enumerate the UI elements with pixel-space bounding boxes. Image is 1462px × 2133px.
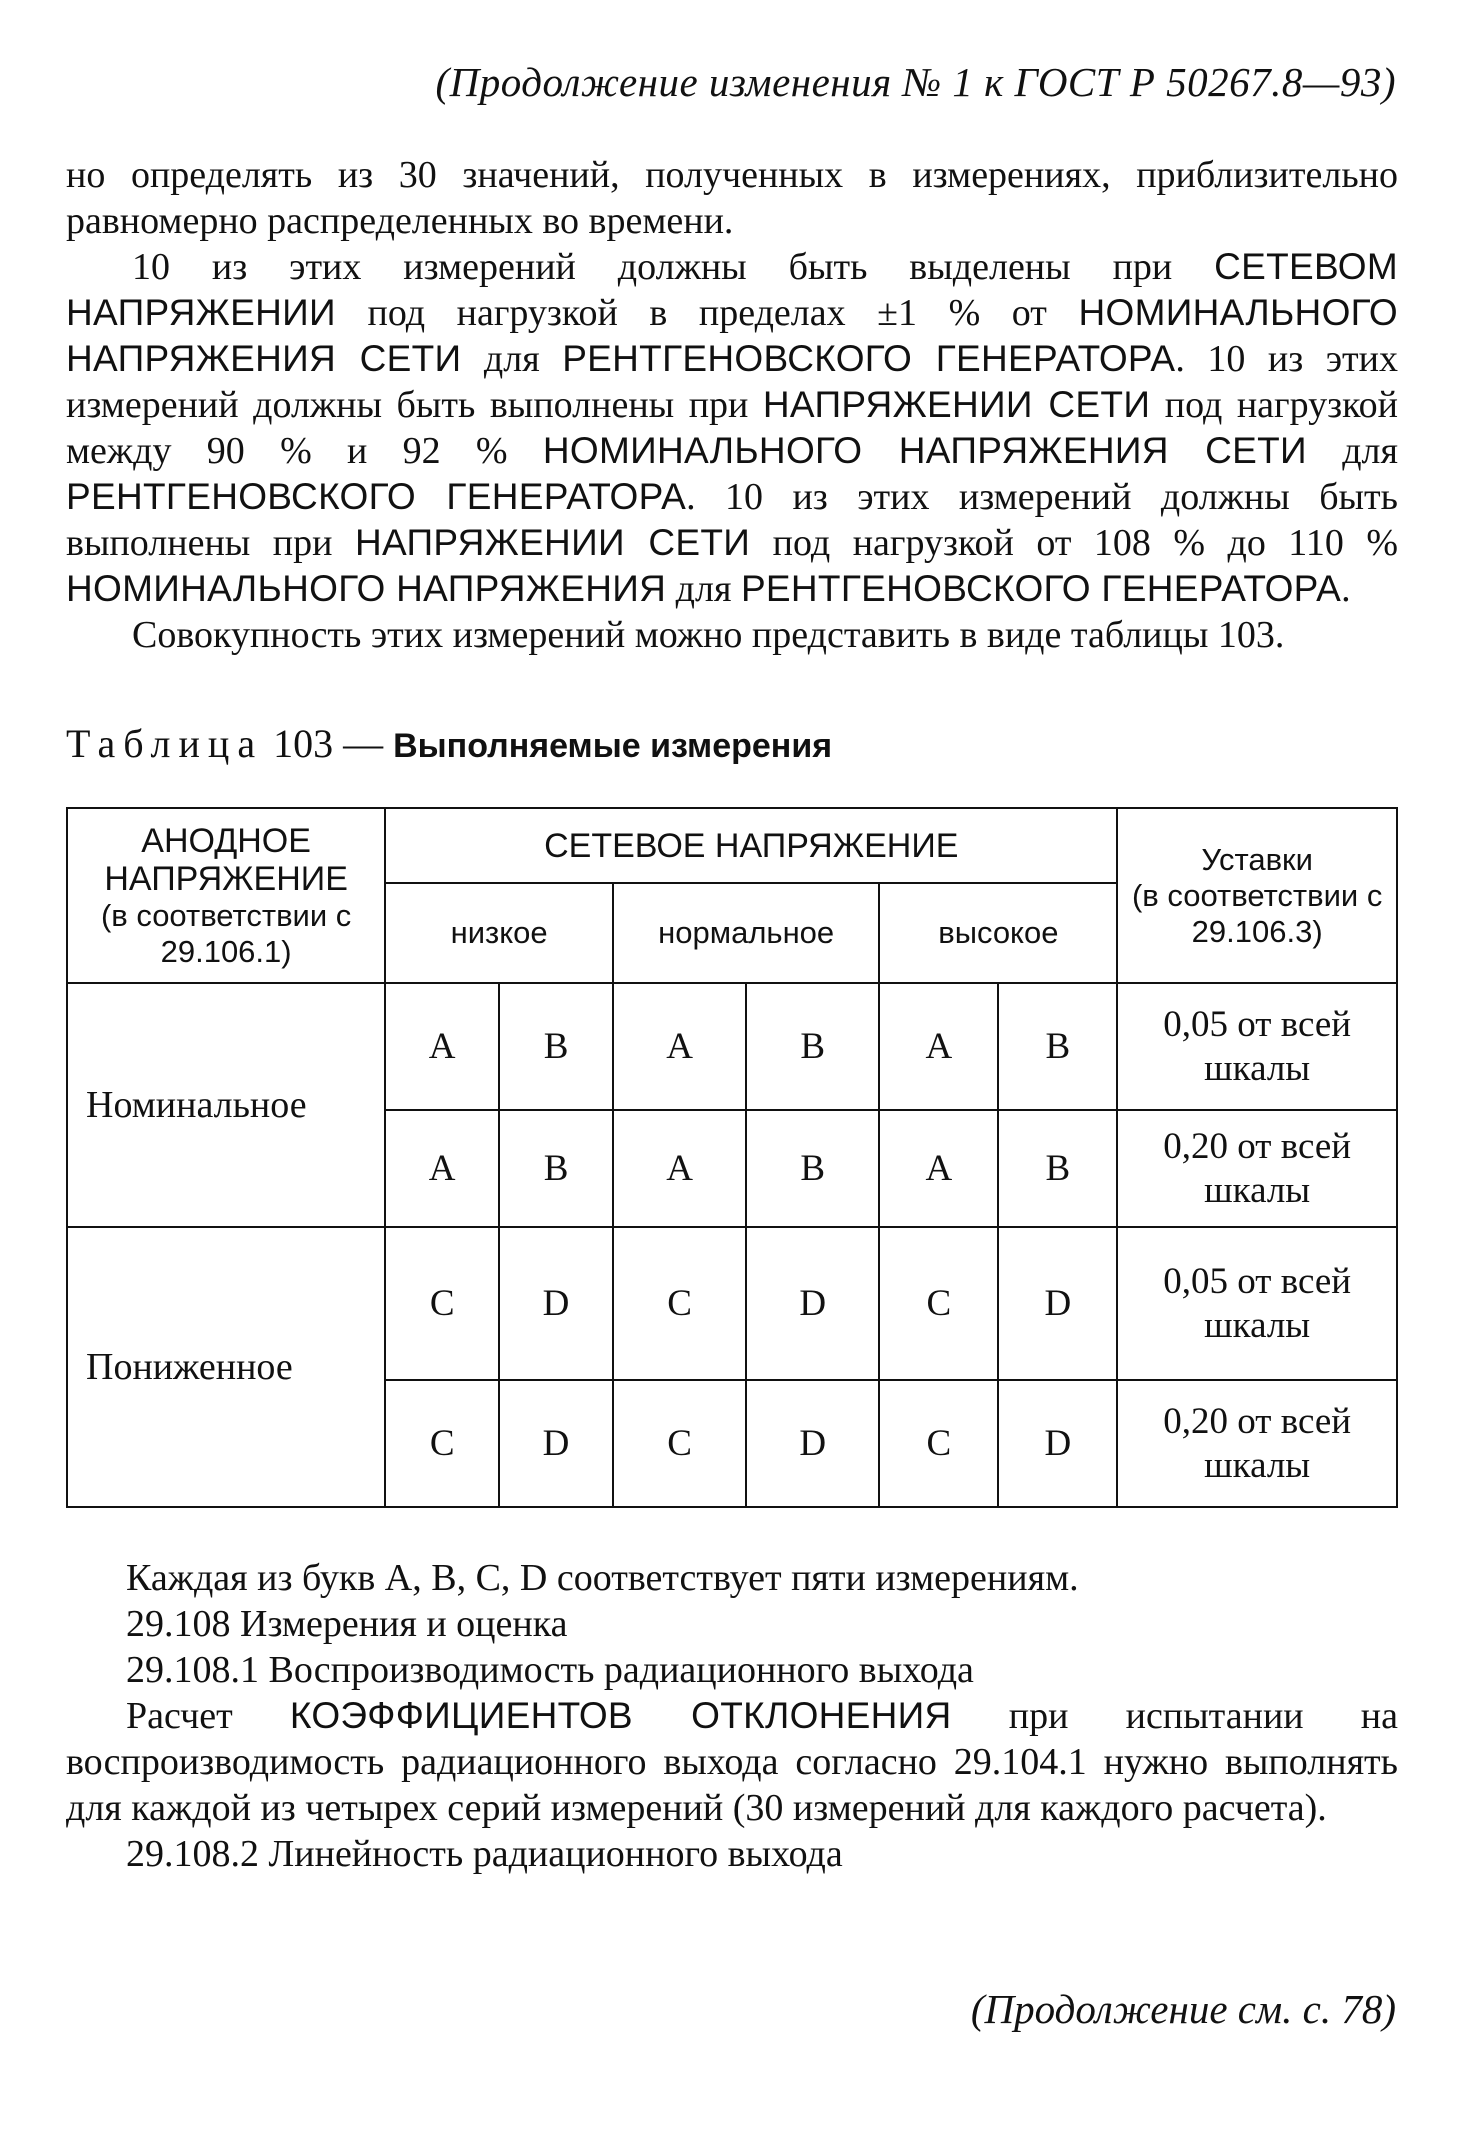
paragraph-calculation: Расчет КОЭФФИЦИЕНТОВ ОТКЛОНЕНИЯ при испытании на воспроизводимость радиационного выхода согласно 29.104.1 нужно выполнять для каждой из четырех серий измерений (30 измерений для каждого расчета). xyxy=(66,1695,1398,1829)
table-cell: B xyxy=(746,983,879,1110)
setting-cell: 0,05 от всей шкалы xyxy=(1117,983,1397,1110)
low-voltage-header: низкое xyxy=(385,883,613,983)
table-cell: A xyxy=(613,1110,746,1227)
table-cell: C xyxy=(385,1380,499,1507)
table-cell: B xyxy=(998,1110,1117,1227)
table-cell: C xyxy=(385,1227,499,1380)
body-text xyxy=(66,152,1398,658)
table-cell: B xyxy=(746,1110,879,1227)
table-cell: D xyxy=(499,1380,613,1507)
table-cell: D xyxy=(746,1227,879,1380)
row-reduced-label: Пониженное xyxy=(67,1227,385,1507)
setting-cell: 0,20 от всей шкалы xyxy=(1117,1380,1397,1507)
table-cell: A xyxy=(385,983,499,1110)
normal-voltage-header: нормальное xyxy=(613,883,879,983)
after-table-text xyxy=(66,1555,1398,1877)
table-cell: C xyxy=(613,1380,746,1507)
table-cell: A xyxy=(385,1110,499,1227)
table-cell: B xyxy=(998,983,1117,1110)
setting-cell: 0,05 от всей шкалы xyxy=(1117,1227,1397,1380)
table-cell: D xyxy=(998,1380,1117,1507)
table-cell: B xyxy=(499,983,613,1110)
high-voltage-header: высокое xyxy=(879,883,1117,983)
table-cell: C xyxy=(613,1227,746,1380)
paragraph-1: но определять из 30 значений, полученных в измерениях, приблизительно равномерно распределенных во времени. xyxy=(66,154,1398,242)
network-voltage-header: СЕТЕВОЕ НАПРЯЖЕНИЕ xyxy=(385,808,1117,883)
setting-cell: 0,20 от всей шкалы xyxy=(1117,1110,1397,1227)
page-header: (Продолжение изменения № 1 к ГОСТ Р 50267.8—93) xyxy=(435,59,1396,105)
anode-voltage-header: АНОДНОЕ НАПРЯЖЕНИЕ (в соответствии с 29.106.1) xyxy=(67,808,385,983)
table-cell: A xyxy=(613,983,746,1110)
table-cell: B xyxy=(499,1110,613,1227)
table-cell: A xyxy=(879,1110,998,1227)
table-cell: D xyxy=(998,1227,1117,1380)
table-cell: A xyxy=(879,983,998,1110)
page-footer: (Продолжение см. с. 78) xyxy=(970,1986,1396,2032)
paragraph-2: 10 из этих измерений должны быть выделены при СЕТЕВОМ НАПРЯЖЕНИИ под нагрузкой в пределах ±1 % от НОМИНАЛЬНОГО НАПРЯЖЕНИЯ СЕТИ для РЕНТГЕНОВСКОГО ГЕНЕРАТОРА. 10 из этих измерений должны быть выполнены при НАПРЯЖЕНИИ СЕТИ под нагрузкой между 90 % и 92 % НОМИНАЛЬНОГО НАПРЯЖЕНИЯ СЕТИ для РЕНТГЕНОВСКОГО ГЕНЕРАТОРА. 10 из этих измерений должны быть выполнены при НАПРЯЖЕНИИ СЕТИ под нагрузкой от 108 % до 110 % НОМИНАЛЬНОГО НАПРЯЖЕНИЯ для РЕНТГЕНОВСКОГО ГЕНЕРАТОРА. xyxy=(66,246,1398,610)
table-cell: C xyxy=(879,1380,998,1507)
paragraph-3: Совокупность этих измерений можно представить в виде таблицы 103. xyxy=(132,614,1285,656)
section-29-108-1: 29.108.1 Воспроизводимость радиационного выхода xyxy=(126,1649,974,1691)
letters-note: Каждая из букв A, B, C, D соответствует пяти измерениям. xyxy=(126,1557,1079,1599)
row-nominal-label: Номинальное xyxy=(67,983,385,1227)
measurements-table xyxy=(66,807,1398,1508)
table-caption: Таблица 103 — Выполняемые измерения xyxy=(66,721,833,766)
settings-header: Уставки (в соответствии с 29.106.3) xyxy=(1117,808,1397,983)
section-29-108-2: 29.108.2 Линейность радиационного выхода xyxy=(126,1833,843,1875)
section-29-108: 29.108 Измерения и оценка xyxy=(126,1603,568,1645)
table-cell: D xyxy=(746,1380,879,1507)
table-cell: D xyxy=(499,1227,613,1380)
table-cell: C xyxy=(879,1227,998,1380)
